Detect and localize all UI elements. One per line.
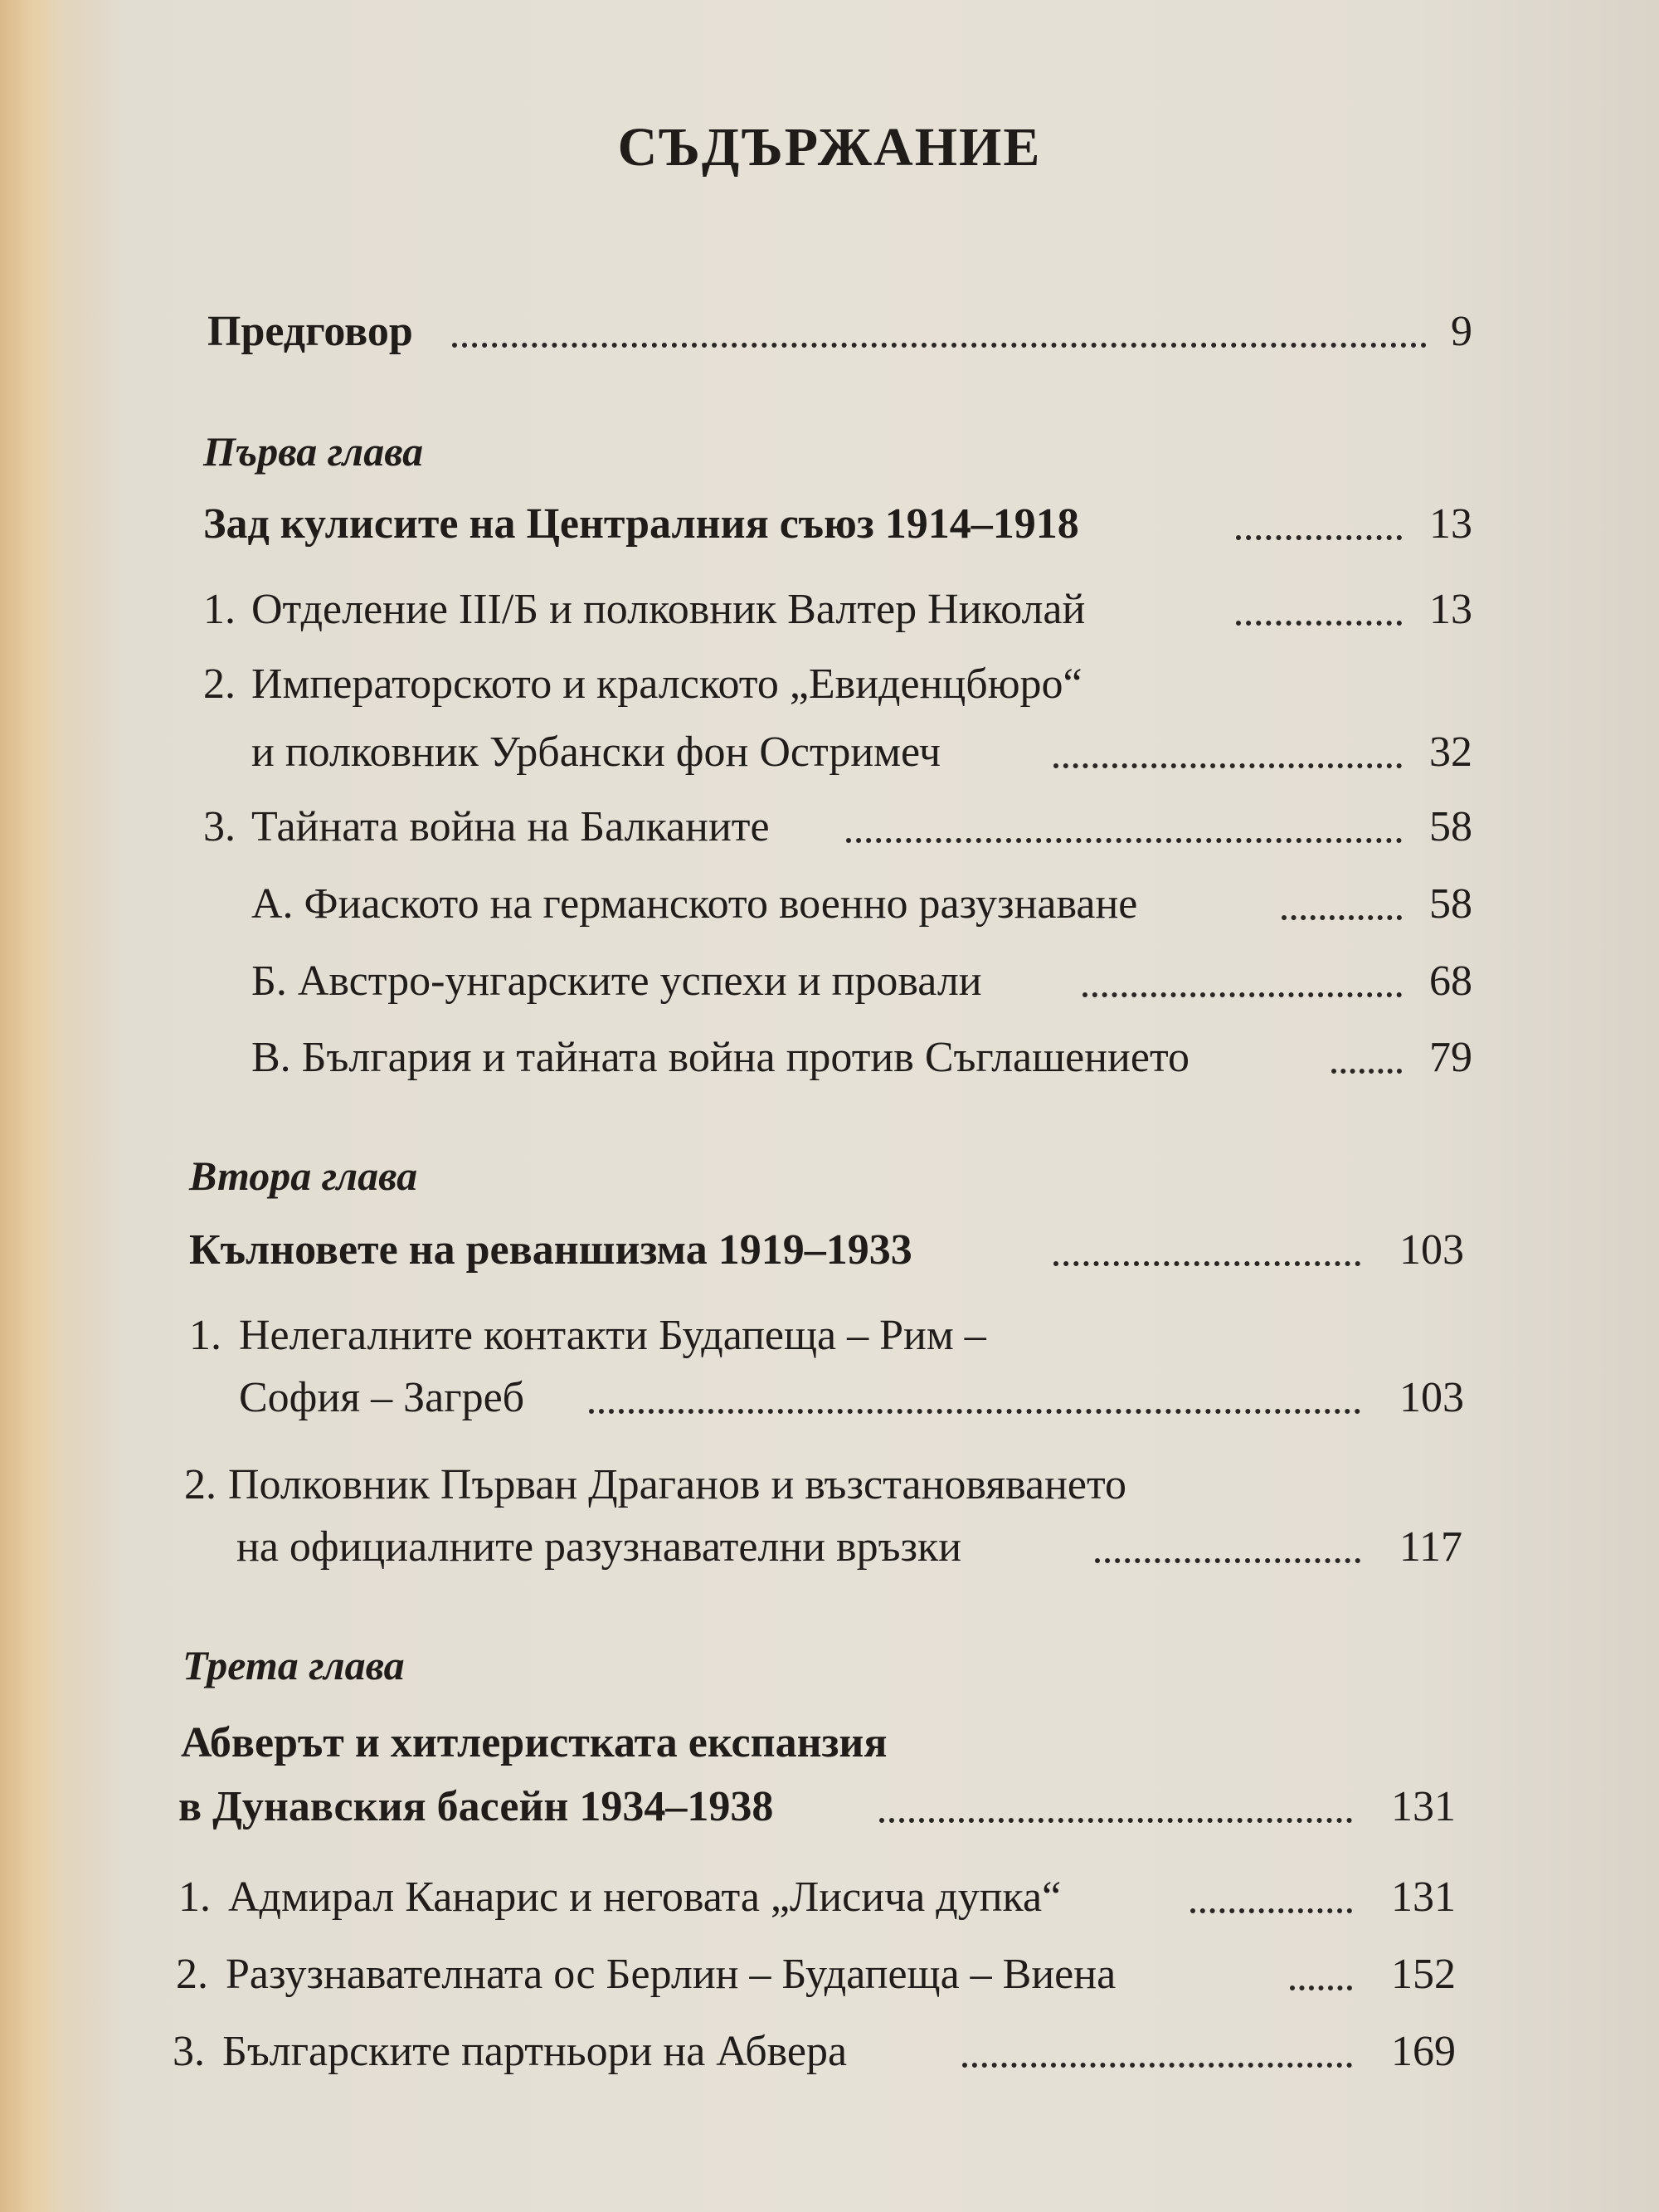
toc-entry-text: Зад кулисите на Централния съюз 1914–1918	[203, 500, 1079, 548]
toc-entry-continuation	[0, 724, 1659, 782]
toc-entry-text: В. България и тайната война против Съглашението	[251, 1034, 1190, 1081]
toc-entry-text: Абверът и хитлеристката експанзия	[181, 1719, 888, 1766]
toc-page-number: 117	[1399, 1523, 1462, 1571]
toc-page-number: 103	[1399, 1226, 1464, 1274]
toc-entry-text: в Дунавския басейн 1934–1938	[178, 1783, 774, 1830]
toc-entry-text: Предговор	[207, 308, 413, 355]
toc-entry	[0, 1307, 1659, 1365]
toc-entry-text: Разузнавателната ос Берлин – Будапеща – Виена	[226, 1951, 1117, 1998]
toc-chapter-heading	[0, 1221, 1659, 1279]
leader-dots	[1095, 1558, 1360, 1563]
toc-entry-text: Тайната война на Балканите	[251, 803, 770, 850]
toc-entry-number: 1.	[178, 1873, 211, 1921]
toc-entry-text: Българските партньори на Абвера	[222, 2028, 848, 2075]
toc-entry-text: София – Загреб	[239, 1374, 525, 1421]
toc-page-number: 58	[1429, 803, 1472, 850]
toc-entry-text: Отделение III/Б и полковник Валтер Николай	[251, 586, 1086, 633]
toc-page-number: 58	[1429, 880, 1472, 928]
toc-entry	[0, 655, 1659, 714]
toc-subentry	[0, 1029, 1659, 1087]
toc-chapter-heading	[0, 1714, 1659, 1772]
toc-entry-number: 3.	[203, 803, 236, 850]
toc-entry	[0, 2023, 1659, 2081]
toc-entry-text: Нелегалните контакти Будапеща – Рим –	[239, 1312, 986, 1359]
toc-entry-number: 2.	[176, 1951, 208, 1998]
toc-page-number: 103	[1399, 1374, 1464, 1421]
toc-entry-text: и полковник Урбански фон Остримеч	[251, 728, 941, 776]
toc-page-number: 68	[1429, 957, 1472, 1005]
leader-dots	[1290, 1985, 1352, 1990]
leader-dots	[846, 838, 1402, 843]
toc-page-number: 131	[1391, 1873, 1456, 1921]
toc-page-number: 13	[1429, 500, 1472, 548]
toc-entry-number: 1.	[203, 586, 236, 633]
leader-dots	[1236, 621, 1402, 626]
toc-entry-preface	[0, 303, 1659, 361]
leader-dots	[1082, 992, 1402, 997]
leader-dots	[1236, 535, 1402, 540]
toc-entry-text: Полковник Първан Драганов и възстановяването	[228, 1461, 1127, 1508]
leader-dots	[1282, 915, 1402, 920]
toc-entry-text: Императорското и кралското „Евиденцбюро“	[251, 660, 1082, 708]
toc-entry	[0, 1869, 1659, 1927]
toc-page-number: 32	[1429, 728, 1472, 776]
toc-subentry	[0, 953, 1659, 1011]
toc-entry-continuation	[0, 1518, 1659, 1576]
toc-page-number: 131	[1391, 1783, 1456, 1830]
toc-entry	[0, 798, 1659, 856]
toc-entry-text: Кълновете на реваншизма 1919–1933	[189, 1226, 912, 1274]
leader-dots	[589, 1409, 1360, 1414]
toc-entry	[0, 1456, 1659, 1514]
leader-dots	[962, 2063, 1352, 2068]
toc-entry-number: 2.	[203, 660, 236, 708]
toc-entry-continuation	[0, 1369, 1659, 1427]
toc-page-number: 152	[1391, 1951, 1456, 1998]
toc-page-number: 13	[1429, 586, 1472, 633]
leader-dots	[1053, 1261, 1360, 1266]
leader-dots	[1053, 763, 1402, 768]
toc-page-number: 9	[1451, 308, 1472, 355]
toc-page-number: 169	[1391, 2028, 1456, 2075]
toc-page-number: 79	[1429, 1034, 1472, 1081]
toc-entry	[0, 1946, 1659, 2004]
toc-entry-number: 3.	[173, 2028, 205, 2075]
toc-entry	[0, 581, 1659, 639]
leader-dots	[1331, 1069, 1402, 1074]
toc-entry-text: А. Фиаското на германското военно разузнаване	[251, 880, 1138, 928]
leader-dots	[452, 343, 1427, 348]
chapter-label: Трета глава	[182, 1642, 405, 1688]
toc-entry-text: Б. Австро-унгарските успехи и провали	[251, 957, 982, 1005]
page-title: СЪДЪРЖАНИЕ	[617, 117, 1042, 178]
toc-entry-text: Адмирал Канарис и неговата „Лисича дупка“	[228, 1873, 1062, 1921]
leader-dots	[1190, 1908, 1352, 1913]
toc-entry-number: 1.	[189, 1312, 221, 1359]
chapter-label: Първа глава	[203, 428, 424, 475]
chapter-label: Втора глава	[189, 1152, 418, 1199]
leader-dots	[879, 1818, 1352, 1823]
toc-entry-text: на официалните разузнавателни връзки	[236, 1523, 962, 1571]
toc-chapter-heading-continuation	[0, 1778, 1659, 1836]
toc-entry-number: 2.	[184, 1461, 216, 1508]
toc-chapter-heading	[0, 495, 1659, 553]
toc-subentry	[0, 875, 1659, 933]
